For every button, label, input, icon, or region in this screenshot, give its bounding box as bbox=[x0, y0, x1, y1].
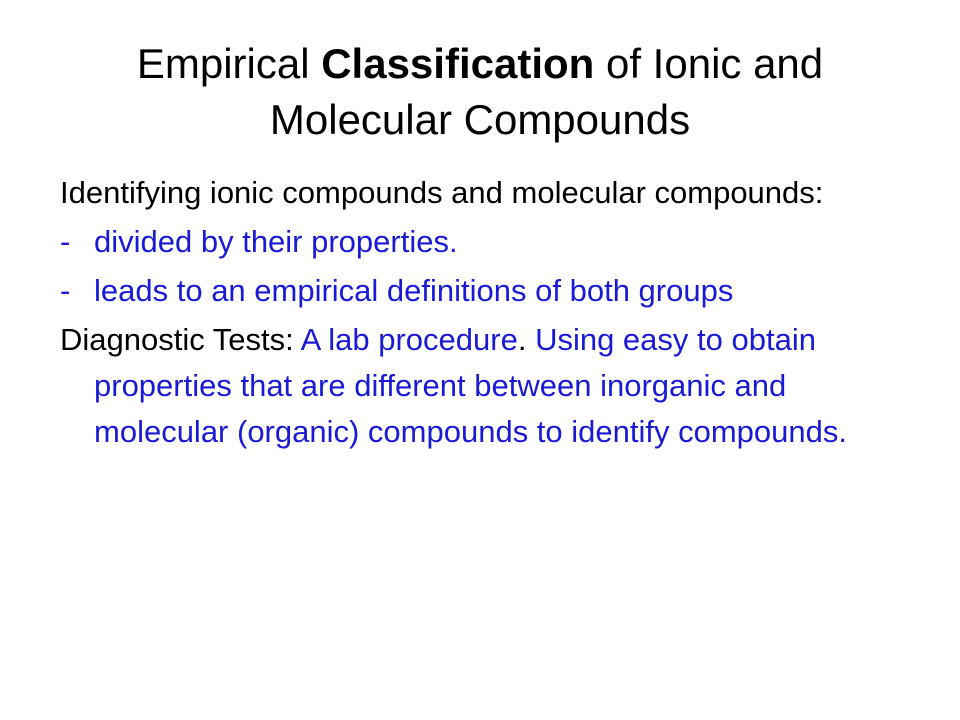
dash-marker: - bbox=[60, 224, 71, 259]
diagnostic-rest: Using easy to obtain properties that are different between inorganic and molecular (organic) compounds to identify compounds. bbox=[94, 322, 847, 449]
dash-marker: - bbox=[60, 273, 71, 308]
diagnostic-paragraph bbox=[60, 317, 910, 455]
bullet-item bbox=[60, 219, 910, 265]
slide-body bbox=[60, 170, 910, 458]
intro-text: Identifying ionic compounds and molecular compounds: bbox=[60, 175, 824, 210]
diagnostic-highlight: A lab procedure bbox=[300, 322, 518, 357]
bullet-text: divided by their properties. bbox=[94, 224, 458, 259]
bullet-item bbox=[60, 268, 910, 314]
slide-title bbox=[60, 36, 900, 148]
bullet-text: leads to an empirical definitions of both groups bbox=[94, 273, 734, 308]
title-part-2: of Ionic and Molecular Compounds bbox=[269, 40, 824, 143]
title-part-1: Empirical bbox=[136, 40, 322, 87]
title-bold-word: Classification bbox=[321, 40, 595, 87]
diagnostic-label: Diagnostic Tests: bbox=[60, 322, 301, 357]
diagnostic-separator: . bbox=[517, 322, 536, 357]
intro-paragraph bbox=[60, 170, 910, 216]
